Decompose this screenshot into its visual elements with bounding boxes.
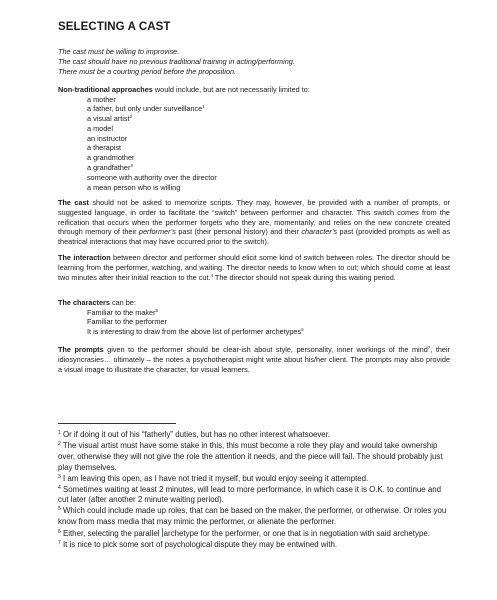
list-item: an instructor bbox=[87, 133, 128, 143]
footnote: $^2$ The visual artist must have some stake in this, this must become a role they play and would take ownership over, otherwise they will not give the role the attention it needs, and the piece will fail. The should probably just play themselves. bbox=[58, 440, 443, 472]
list-item: a mean person who is willing bbox=[87, 182, 181, 192]
list-item: a grandfather$^3$ bbox=[87, 163, 133, 173]
list-item: a visual artist$^2$ bbox=[87, 114, 133, 124]
characters-list bbox=[87, 308, 304, 337]
footnote: $^5$ Which could include made up roles, that can be based on the maker, the performer, or otherwise. Or roles you know from mass media that may mimic the performer, or alienate the performer. bbox=[58, 506, 447, 527]
list-item: a therapist bbox=[87, 143, 122, 153]
intro-line: The cast should have no previous traditional training in acting/performing. bbox=[58, 56, 295, 66]
section-heading: The prompts bbox=[58, 345, 104, 354]
section-heading: The characters bbox=[58, 298, 110, 307]
footnote: $^6$ Either, selecting the parallel archetype for the performer, or one that is in negotiation with said archetype. bbox=[58, 529, 430, 539]
footnote: $^4$ Sometimes waiting at least 2 minutes, will lead to more performance, in which case it is O.K. to continue and cut later (after another 2 minute waiting period). bbox=[58, 484, 442, 505]
characters-lead: The characters can be: bbox=[58, 298, 136, 307]
list-item: someone with authority over the director bbox=[87, 172, 217, 182]
list-item: Familiar to the maker$^5$ bbox=[87, 307, 159, 317]
footnote-marker: 5 bbox=[155, 307, 159, 313]
list-item: Familiar to the performer bbox=[87, 317, 167, 327]
list-item: a mother bbox=[87, 94, 116, 104]
prompts-paragraph: The prompts given to the performer should be clear-ish about style, personality, inner workings of the mind$^7$, their idiosyncrasies… ultimately – the notes a psychotherapist might write about his/her client. The prompts may also provide a visual image to illustrate the character, for visual learners. bbox=[58, 345, 451, 374]
footnotes bbox=[58, 430, 450, 551]
list-item: a model bbox=[87, 123, 113, 133]
section-heading: Non-traditional approaches bbox=[58, 85, 153, 94]
list-item: a father, but only under surveillance$^1$ bbox=[87, 104, 205, 114]
footnote: $^3$ I am leaving this open, as I have not tried it myself, but would enjoy seeing it attempted. bbox=[58, 473, 369, 483]
section-text: would include, but are not necessarily limited to: bbox=[152, 85, 310, 94]
footnote: $^1$ Or if doing it out of his “fatherly” duties, but has no other interest whatsoever. bbox=[58, 430, 331, 439]
section-heading: The cast bbox=[58, 198, 89, 207]
intro-line: There must be a courting period before the proposition. bbox=[58, 66, 237, 76]
footnote-marker: 7 bbox=[427, 345, 431, 350]
list-item: It is interesting to draw from the above list of performer archetypes$^6$ bbox=[87, 327, 304, 337]
interaction-paragraph: The interaction between director and performer should elicit some kind of switch between roles. The director should be learning from the performer, watching, and waiting. The director needs to know when to cut; which should come at least two minutes after their initial reaction to the cut.$^4$ The director should not speak during this waiting period. bbox=[58, 253, 450, 282]
approach-list bbox=[87, 95, 217, 193]
intro-line: The cast must be willing to improvise. bbox=[58, 47, 180, 56]
footnote-marker: 6 bbox=[301, 327, 304, 333]
page-title: SELECTING A CAST bbox=[58, 21, 171, 33]
section-heading: The interaction bbox=[58, 253, 111, 262]
footnote-marker: 2 bbox=[129, 114, 133, 120]
list-item: a grandmother bbox=[87, 153, 135, 163]
nontraditional-lead bbox=[58, 85, 450, 95]
footnote: $^7$ It is nice to pick some sort of psychological dispute they may be entwined with. bbox=[58, 540, 338, 550]
footnote-divider bbox=[58, 423, 176, 424]
footnote-marker: 1 bbox=[202, 104, 205, 110]
cast-paragraph: The cast should not be asked to memorize scripts. They may, however, be provided with a number of prompts, or suggested language, in order to facilitate the “switch” between performer and character. This switch comes from the reification that occurs when the performer forgets who they are, momentarily, and relies on the new concrete created through memory of their performer’s past (their personal history) and their character’s past (provided prompts as well as theatrical interactions that may have occurred prior to the switch). bbox=[58, 198, 451, 247]
footnote-marker: 3 bbox=[130, 163, 133, 169]
intro-rules bbox=[58, 47, 295, 76]
footnote-marker: 4 bbox=[210, 272, 214, 278]
